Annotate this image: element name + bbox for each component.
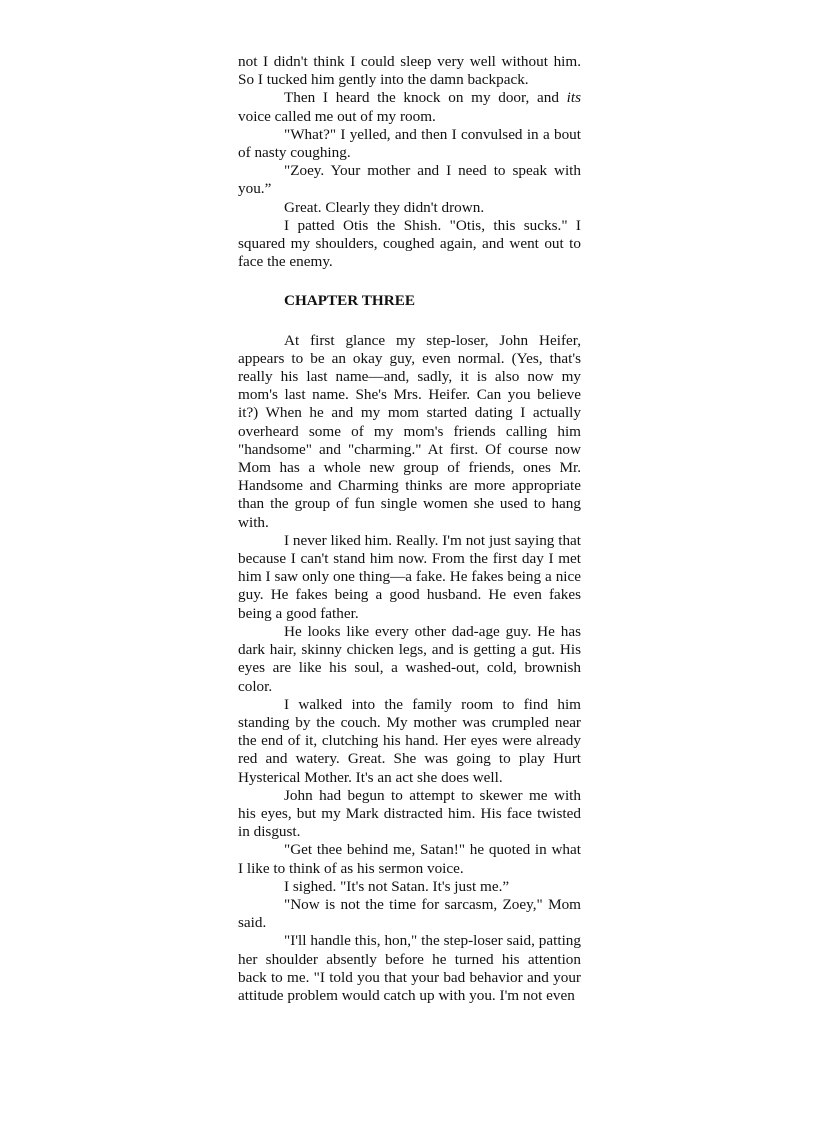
paragraph: I patted Otis the Shish. "Otis, this sucks." I squared my shoulders, coughed again, and went out to face the enemy.	[238, 216, 581, 271]
paragraph: I never liked him. Really. I'm not just saying that because I can't stand him now. From the first day I met him I saw only one thing—a fake. He fakes being a nice guy. He fakes being a good husband. He even fakes being a good father.	[238, 531, 581, 622]
book-page	[238, 53, 581, 1005]
paragraph: At first glance my step-loser, John Heifer, appears to be an okay guy, even normal. (Yes, that's really his last name—and, sadly, it is also now my mom's last name. She's Mrs. Heifer. Can you believe it?) When he and my mom started dating I actually overheard some of my mom's friends calling him "handsome" and "charming." At first. Of course now Mom has a whole new group of friends, ones Mr. Handsome and Charming thinks are more appropriate than the group of fun single women she used to hang with.	[238, 331, 581, 531]
paragraph-text: Then I heard the knock on my door, and	[284, 89, 567, 107]
paragraph: John had begun to attempt to skewer me with his eyes, but my Mark distracted him. His face twisted in disgust.	[238, 786, 581, 841]
paragraph: "Get thee behind me, Satan!" he quoted in what I like to think of as his sermon voice.	[238, 841, 581, 877]
emphasis-text: its	[566, 89, 581, 107]
paragraph: "What?" I yelled, and then I convulsed in a bout of nasty coughing.	[238, 125, 581, 162]
paragraph-text: voice called me out of my room.	[238, 107, 436, 125]
paragraph: I sighed. "It's not Satan. It's just me.”	[284, 877, 510, 895]
paragraph: He looks like every other dad-age guy. He has dark hair, skinny chicken legs, and is getting a gut. His eyes are like his soul, a washed-out, cold, brownish color.	[238, 622, 581, 695]
paragraph: not I didn't think I could sleep very well without him. So I tucked him gently into the damn backpack.	[238, 53, 581, 89]
chapter-title: CHAPTER THREE	[284, 292, 415, 310]
paragraph	[238, 89, 581, 125]
paragraph: I walked into the family room to find him standing by the couch. My mother was crumpled near the end of it, clutching his hand. Her eyes were already red and watery. Great. She was going to play Hurt Hysterical Mother. It's an act she does well.	[238, 695, 581, 786]
paragraph: "Zoey. Your mother and I need to speak with you.”	[238, 162, 581, 198]
paragraph: "I'll handle this, hon," the step-loser said, patting her shoulder absently before he turned his attention back to me. "I told you that your bad behavior and your attitude problem would catch up with you. I'm not even	[238, 932, 581, 1004]
paragraph: "Now is not the time for sarcasm, Zoey," Mom said.	[238, 895, 581, 932]
paragraph: Great. Clearly they didn't drown.	[284, 198, 485, 216]
